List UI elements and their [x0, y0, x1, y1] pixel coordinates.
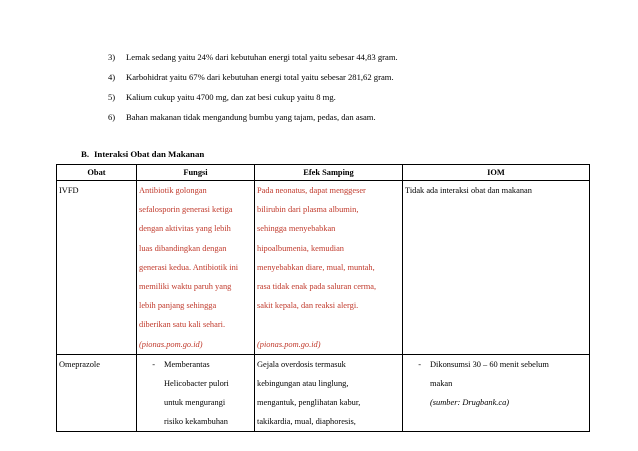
- cell-line: bilirubin dari plasma albumin,: [257, 205, 359, 215]
- cell-source: (pionas.pom.go.id): [257, 339, 321, 349]
- list-item-number: 4): [108, 72, 116, 82]
- list-item-number: 6): [108, 112, 116, 122]
- cell-iom: [403, 354, 590, 432]
- cell-line: dengan aktivitas yang lebih: [139, 224, 231, 234]
- list-item-text: Lemak sedang yaitu 24% dari kebutuhan energi total yaitu sebesar 44,83 gram.: [126, 52, 398, 62]
- cell-line: Pada neonatus, dapat menggeser: [257, 186, 366, 195]
- cell-efek-samping: [255, 181, 403, 355]
- table-row: [57, 181, 590, 355]
- table-header-row: [57, 165, 590, 181]
- cell-text: IVFD: [59, 186, 79, 195]
- list-item-number: 3): [108, 52, 116, 62]
- cell-line: diberikan satu kali sehari.: [139, 320, 226, 330]
- cell-line: risiko kekambuhan: [164, 417, 228, 427]
- list-item-text: Kalium cukup yaitu 4700 mg, dan zat besi cukup yaitu 8 mg.: [126, 92, 336, 102]
- cell-fungsi: [137, 181, 255, 355]
- cell-line: Dikonsumsi 30 – 60 menit sebelum: [430, 359, 549, 369]
- header-obat: Obat: [57, 165, 137, 181]
- cell-line: untuk mengurangi: [164, 398, 226, 408]
- cell-text: Omeprazole: [59, 359, 100, 369]
- cell-line: luas dibandingkan dengan: [139, 243, 227, 253]
- header-efek-samping: Efek Samping: [255, 165, 403, 181]
- table-row: [57, 354, 590, 432]
- cell-obat: [57, 181, 137, 355]
- cell-line: sefalosporin generasi ketiga: [139, 205, 233, 215]
- cell-line: lebih panjang sehingga: [139, 301, 217, 311]
- bullet-item: [403, 355, 589, 413]
- list-item: [108, 112, 398, 132]
- cell-line: sakit kepala, dan reaksi alergi.: [257, 301, 359, 311]
- cell-line: Helicobacter pulori: [164, 378, 229, 388]
- cell-text: Tidak ada interaksi obat dan makanan: [405, 186, 532, 195]
- cell-line: memiliki waktu paruh yang: [139, 281, 232, 291]
- list-item: [108, 92, 398, 112]
- header-fungsi: Fungsi: [137, 165, 255, 181]
- list-item: [108, 72, 398, 92]
- cell-line: makan: [430, 378, 453, 388]
- cell-efek-samping: [255, 354, 403, 432]
- list-item: [108, 52, 398, 72]
- cell-line: sehingga menyebabkan: [257, 224, 336, 234]
- section-heading: [81, 149, 204, 159]
- cell-line: takikardia, mual, diaphoresis,: [257, 417, 356, 427]
- dash-bullet: -: [152, 359, 155, 369]
- cell-fungsi: [137, 354, 255, 432]
- diet-requirements-list: [108, 52, 398, 132]
- cell-line: rasa tidak enak pada saluran cerma,: [257, 281, 377, 291]
- cell-source: (pionas.pom.go.id): [139, 339, 203, 349]
- cell-line: kebingungan atau linglung,: [257, 378, 349, 388]
- cell-obat: [57, 354, 137, 432]
- section-title-text: Interaksi Obat dan Makanan: [94, 149, 205, 159]
- cell-iom: [403, 181, 590, 355]
- section-letter: B.: [81, 149, 90, 159]
- list-item-number: 5): [108, 92, 116, 102]
- cell-line: [257, 315, 402, 334]
- list-item-text: Bahan makanan tidak mengandung bumbu yang tajam, pedas, dan asam.: [126, 112, 376, 122]
- list-item-text: Karbohidrat yaitu 67% dari kebutuhan energi total yaitu sebesar 281,62 gram.: [126, 72, 394, 82]
- cell-line: mengantuk, penglihatan kabur,: [257, 398, 361, 408]
- cell-line: Memberantas: [164, 359, 210, 369]
- cell-source: (sumber: Drugbank.ca): [430, 398, 510, 408]
- cell-line: menyebabkan diare, mual, muntah,: [257, 262, 375, 272]
- cell-line: Antibiotik golongan: [139, 186, 207, 195]
- dash-bullet: -: [418, 359, 421, 369]
- drug-food-interaction-table: [56, 164, 590, 432]
- cell-line: generasi kedua. Antibiotik ini: [139, 262, 239, 272]
- cell-line: Gejala overdosis termasuk: [257, 359, 346, 369]
- bullet-item: [137, 355, 254, 432]
- header-iom: IOM: [403, 165, 590, 181]
- cell-line: hipoalbumenia, kemudian: [257, 243, 344, 253]
